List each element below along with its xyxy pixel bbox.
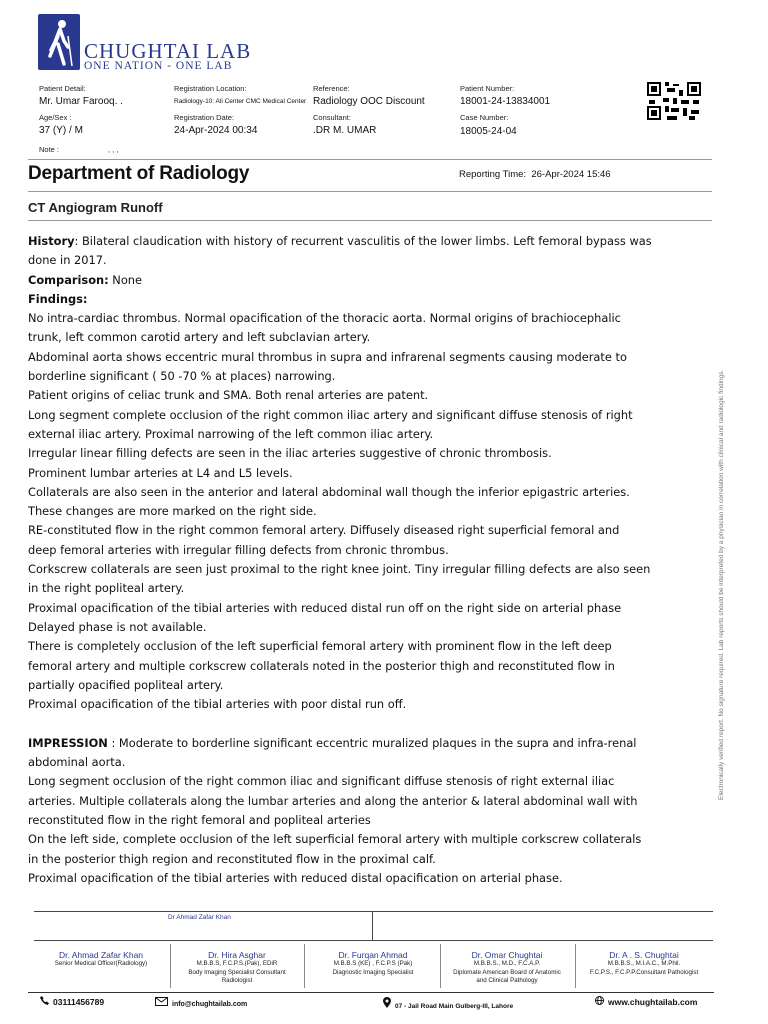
findings-line: deep femoral arteries with irregular filling defects from chronic thrombus. bbox=[28, 542, 449, 557]
patient-number: 18001-24-13834001 bbox=[460, 96, 551, 107]
case-number-label: Case Number: bbox=[460, 113, 509, 122]
patient-name: Mr. Umar Farooq. . bbox=[39, 96, 123, 107]
consultant-label: Consultant: bbox=[313, 113, 351, 122]
footer-rule bbox=[28, 992, 714, 993]
chughtai-lab-logo bbox=[38, 14, 258, 74]
impression-line: reconstituted flow in the right femoral and popliteal arteries bbox=[28, 812, 371, 827]
verification-side-note: Electronically verified report. No signature required. Lab reports should be interpreted by a physician in correlation with clinical and radiologic findings. bbox=[718, 369, 725, 800]
comparison-line bbox=[28, 271, 714, 290]
qr-code-icon bbox=[647, 82, 701, 120]
spacer bbox=[28, 714, 714, 733]
doctor-card bbox=[172, 950, 302, 986]
note-value: , , , bbox=[108, 145, 119, 154]
envelope-icon bbox=[155, 997, 168, 1008]
note-label: Note : bbox=[39, 145, 60, 154]
doctor-name: Dr. Furqan Ahmad bbox=[338, 950, 408, 960]
doctor-qualification: Body Imaging Specialist Consultant bbox=[188, 968, 286, 976]
phone-number: 03111456789 bbox=[53, 997, 105, 1007]
doctor-qualification: M.B.B.S., M.D., F.C.A.P. bbox=[473, 960, 541, 967]
doctor-qualification: Diagnostic Imaging Specialist bbox=[332, 968, 414, 976]
location-pin-icon bbox=[383, 997, 391, 1010]
findings-line: borderline significant ( 50 -70 % at places) narrowing. bbox=[28, 369, 336, 384]
doctor-card bbox=[575, 950, 713, 977]
reference: Radiology OOC Discount bbox=[313, 96, 425, 107]
history-line bbox=[28, 232, 714, 251]
globe-icon bbox=[595, 996, 604, 1007]
doctor-qualification: F.C.P.S., F.C.P.P.Consultant Pathologist bbox=[589, 968, 699, 976]
signed-by: Dr Ahmad Zafar Khan bbox=[168, 914, 231, 921]
reporting-time-label: Reporting Time: bbox=[459, 169, 527, 180]
doctor-name: Dr. Ahmad Zafar Khan bbox=[58, 950, 144, 960]
doctor-qualification: Radiologist bbox=[221, 977, 253, 985]
findings-line: There is completely occlusion of the left superficial femoral artery with prominent flow in the left deep bbox=[28, 639, 612, 654]
findings-line: partially opacified popliteal artery. bbox=[28, 677, 224, 692]
doctor-qualification: M.B.B.S, F.C.P.S.(Pak), EDiR bbox=[196, 960, 278, 967]
walking-man-logo-icon bbox=[38, 14, 80, 70]
logo-text: CHUGHTAI LAB bbox=[84, 39, 252, 63]
doctor-separator bbox=[304, 944, 305, 988]
agesex-label: Age/Sex : bbox=[39, 113, 72, 122]
findings-line: Corkscrew collaterals are seen just proximal to the right knee joint. Tiny irregular filling defects are also seen bbox=[28, 562, 651, 577]
findings-list bbox=[28, 309, 714, 714]
study-title: CT Angiogram Runoff bbox=[28, 200, 163, 215]
email-address: info@chughtailab.com bbox=[172, 1001, 248, 1008]
reporting-time bbox=[459, 169, 611, 180]
findings-line: These changes are more marked on the right side. bbox=[28, 504, 317, 519]
address-text: 07 - Jail Road Main Gulberg-III, Lahore bbox=[395, 1003, 514, 1010]
findings-line: Abdominal aorta shows eccentric mural thrombus in supra and infrarenal segments causing moderate to bbox=[28, 349, 627, 364]
signature-divider bbox=[372, 911, 373, 940]
patient-detail-label: Patient Detail: bbox=[39, 84, 86, 93]
doctor-qualification: M.B.B.S (KE) , F.C.P.S (Pak) bbox=[333, 960, 413, 967]
impression-line: arteries. Multiple collaterals along the lumbar arteries and along the anterior & lateral abdominal wall with bbox=[28, 793, 638, 808]
reg-date: 24-Apr-2024 00:34 bbox=[174, 125, 258, 136]
footer-phone bbox=[40, 996, 104, 1007]
findings-line: Long segment complete occlusion of the right common iliac artery and significant diffuse stenosis of right bbox=[28, 407, 633, 422]
findings-line: No intra-cardiac thrombus. Normal opacification of the thoracic aorta. Normal origins of brachiocephalic bbox=[28, 311, 621, 326]
findings-line: Prominent lumbar arteries at L4 and L5 levels. bbox=[28, 465, 293, 480]
reporting-time-value: 26-Apr-2024 15:46 bbox=[531, 169, 611, 180]
impression-line: On the left side, complete occlusion of the left superficial femoral artery with multiple corkscrew collaterals bbox=[28, 832, 642, 847]
findings-line: Patient origins of celiac trunk and SMA. Both renal arteries are patent. bbox=[28, 388, 429, 403]
reg-date-label: Registration Date: bbox=[174, 113, 235, 122]
doctor-card bbox=[440, 950, 574, 986]
study-divider bbox=[28, 220, 712, 221]
impression-line: in the posterior thigh region and reconstituted flow in the proximal calf. bbox=[28, 851, 436, 866]
doctor-qualification: and Clinical Pathology bbox=[476, 977, 538, 985]
findings-line: Delayed phase is not available. bbox=[28, 619, 207, 634]
signature-bottom-rule bbox=[34, 940, 713, 941]
doctor-name: Dr. Omar Chughtai bbox=[471, 950, 543, 960]
impression-text: : Moderate to borderline significant eccentric muralized plaques in the supra and infra-renal bbox=[107, 735, 637, 750]
findings-line: RE-constituted flow in the right common femoral artery. Diffusely diseased right superficial femoral and bbox=[28, 523, 620, 538]
phone-icon bbox=[40, 996, 49, 1007]
doctor-qualification: M.B.B.S., M.I.A.C., M.Phil. bbox=[607, 960, 681, 967]
doctor-card bbox=[306, 950, 440, 977]
header-divider bbox=[28, 159, 712, 160]
history-line-2: done in 2017. bbox=[28, 253, 107, 268]
reg-location-label: Registration Location: bbox=[174, 84, 247, 93]
impression-line: abdominal aorta. bbox=[28, 755, 126, 770]
findings-label: Findings: bbox=[28, 291, 88, 306]
footer-address bbox=[383, 997, 513, 1010]
comparison-label: Comparison: bbox=[28, 272, 109, 287]
history-text: : Bilateral claudication with history of recurrent vasculitis of the lower limbs. Left femoral bypass was bbox=[74, 234, 652, 248]
patient-number-label: Patient Number: bbox=[460, 84, 515, 93]
impression-label: IMPRESSION bbox=[28, 735, 108, 750]
findings-line: Proximal opacification of the tibial arteries with poor distal run off. bbox=[28, 697, 407, 712]
patient-agesex: 37 (Y) / M bbox=[39, 125, 83, 136]
doctor-card bbox=[34, 950, 168, 969]
doctor-qualification: Senior Medical Officer(Radiology) bbox=[54, 960, 148, 967]
doctor-separator bbox=[170, 944, 171, 988]
reference-label: Reference: bbox=[313, 84, 350, 93]
impression-line: Long segment occlusion of the right common iliac and significant diffuse stenosis of right external iliac bbox=[28, 774, 615, 789]
comparison-text: None bbox=[108, 272, 143, 287]
report-body bbox=[28, 232, 714, 888]
findings-line: Collaterals are also seen in the anterior and lateral abdominal wall though the inferior epigastric arteries. bbox=[28, 484, 630, 499]
history-label: History bbox=[28, 234, 75, 248]
findings-line: trunk, left common carotid artery and left subclavian artery. bbox=[28, 330, 371, 345]
findings-line: in the right popliteal artery. bbox=[28, 581, 185, 596]
case-number: 18005-24-04 bbox=[460, 126, 517, 137]
impression-line: Proximal opacification of the tibial arteries with reduced distal opacification on arterial phase. bbox=[28, 870, 563, 885]
findings-line: external iliac artery. Proximal narrowing of the left common iliac artery. bbox=[28, 426, 434, 441]
findings-line: Proximal opacification of the tibial arteries with reduced distal run off on the right side on arterial phase bbox=[28, 600, 622, 615]
footer-email bbox=[155, 997, 247, 1008]
impression-line bbox=[28, 734, 714, 753]
impression-list bbox=[28, 753, 714, 888]
findings-line: Irregular linear filling defects are seen in the iliac arteries suggestive of chronic thrombosis. bbox=[28, 446, 552, 461]
doctor-name: Dr. A . S. Chughtai bbox=[609, 950, 679, 960]
title-divider bbox=[28, 191, 712, 192]
doctor-qualification: Diplomate American Board of Anatomic bbox=[453, 968, 561, 976]
department-title: Department of Radiology bbox=[28, 163, 250, 184]
footer-website bbox=[595, 996, 697, 1007]
findings-line: femoral artery and multiple corkscrew collaterals noted in the posterior thigh and reconstituted flow in bbox=[28, 658, 615, 673]
reg-location: Radiology-10: Ali Center CMC Medical Center bbox=[174, 98, 307, 105]
signature-top-rule bbox=[34, 911, 713, 912]
website-url: www.chughtailab.com bbox=[608, 997, 698, 1007]
doctor-name: Dr. Hira Asghar bbox=[208, 950, 266, 960]
logo-tagline: ONE NATION - ONE LAB bbox=[84, 60, 233, 72]
consultant: .DR M. UMAR bbox=[313, 125, 377, 136]
